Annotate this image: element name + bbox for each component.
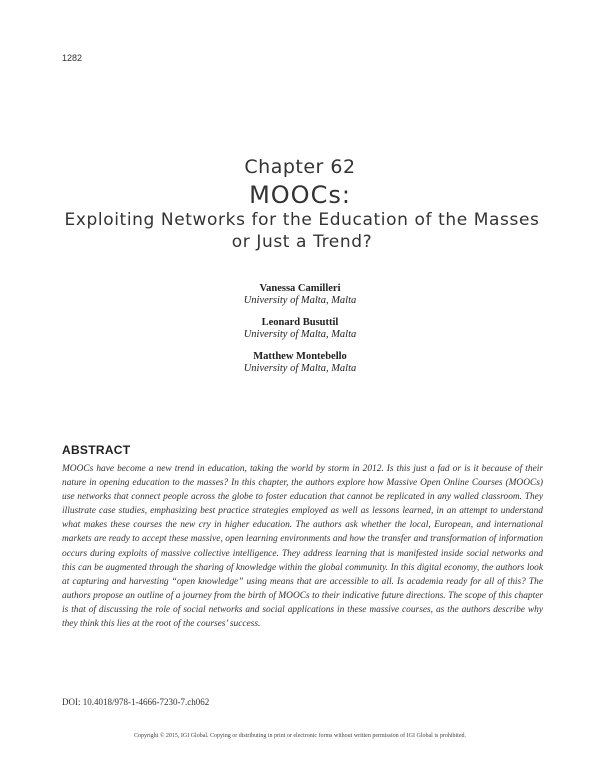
author-block [0, 351, 600, 375]
author-list [0, 283, 600, 385]
author-affiliation: University of Malta, Malta [243, 295, 357, 306]
author-name: Vanessa Camilleri [259, 283, 341, 294]
abstract-heading: ABSTRACT [62, 443, 131, 457]
author-block [0, 317, 600, 341]
abstract-text: MOOCs have become a new trend in education, taking the world by storm in 2012. Is this just a fad or is it because of their nature in opening education to the masses? In this chapter, the authors explore how Massive Open Online Courses (MOOCs) use networks that connect people across the globe to foster education that cannot be replicated in any walled classroom. They illustrate case studies, emphasizing best practice strategies employed as well as lessons learned, in an attempt to understand what makes these courses the new cry in higher education. The authors ask whether the local, European, and international markets are ready to accept these massive, open learning environments and how the transfer and transformation of information occurs during exploits of massive collective intelligence. They address learning that is manifested inside social networks and this can be augmented through the sharing of knowledge within the global community. In this digital economy, the authors look at capturing and harvesting “open knowledge” using means that are accessible to all. Is academia ready for all of this? The authors propose an outline of a journey from the birth of MOOCs to their indicative future directions. The scope of this chapter is that of discussing the role of social networks and social applications in these massive courses, as the authors describe why they think this lies at the root of the courses’ success. [62, 464, 543, 630]
copyright-notice: Copyright © 2015, IGI Global. Copying or distributing in print or electronic forms without written permission of IGI Global is prohibited. [133, 733, 466, 739]
doi[interactable]: DOI: 10.4018/978-1-4666-7230-7.ch062 [62, 697, 210, 707]
author-name: Leonard Busuttil [261, 317, 339, 328]
author-name: Matthew Montebello [253, 351, 347, 362]
chapter-subtitle: Exploiting Networks for the Education of the Masses or Just a Trend? [64, 210, 540, 252]
chapter-title: MOOCs: [249, 181, 351, 209]
author-block [0, 283, 600, 307]
page-number: 1282 [62, 53, 83, 63]
chapter-label: Chapter 62 [244, 156, 356, 178]
author-affiliation: University of Malta, Malta [243, 363, 357, 374]
author-affiliation: University of Malta, Malta [243, 329, 357, 340]
